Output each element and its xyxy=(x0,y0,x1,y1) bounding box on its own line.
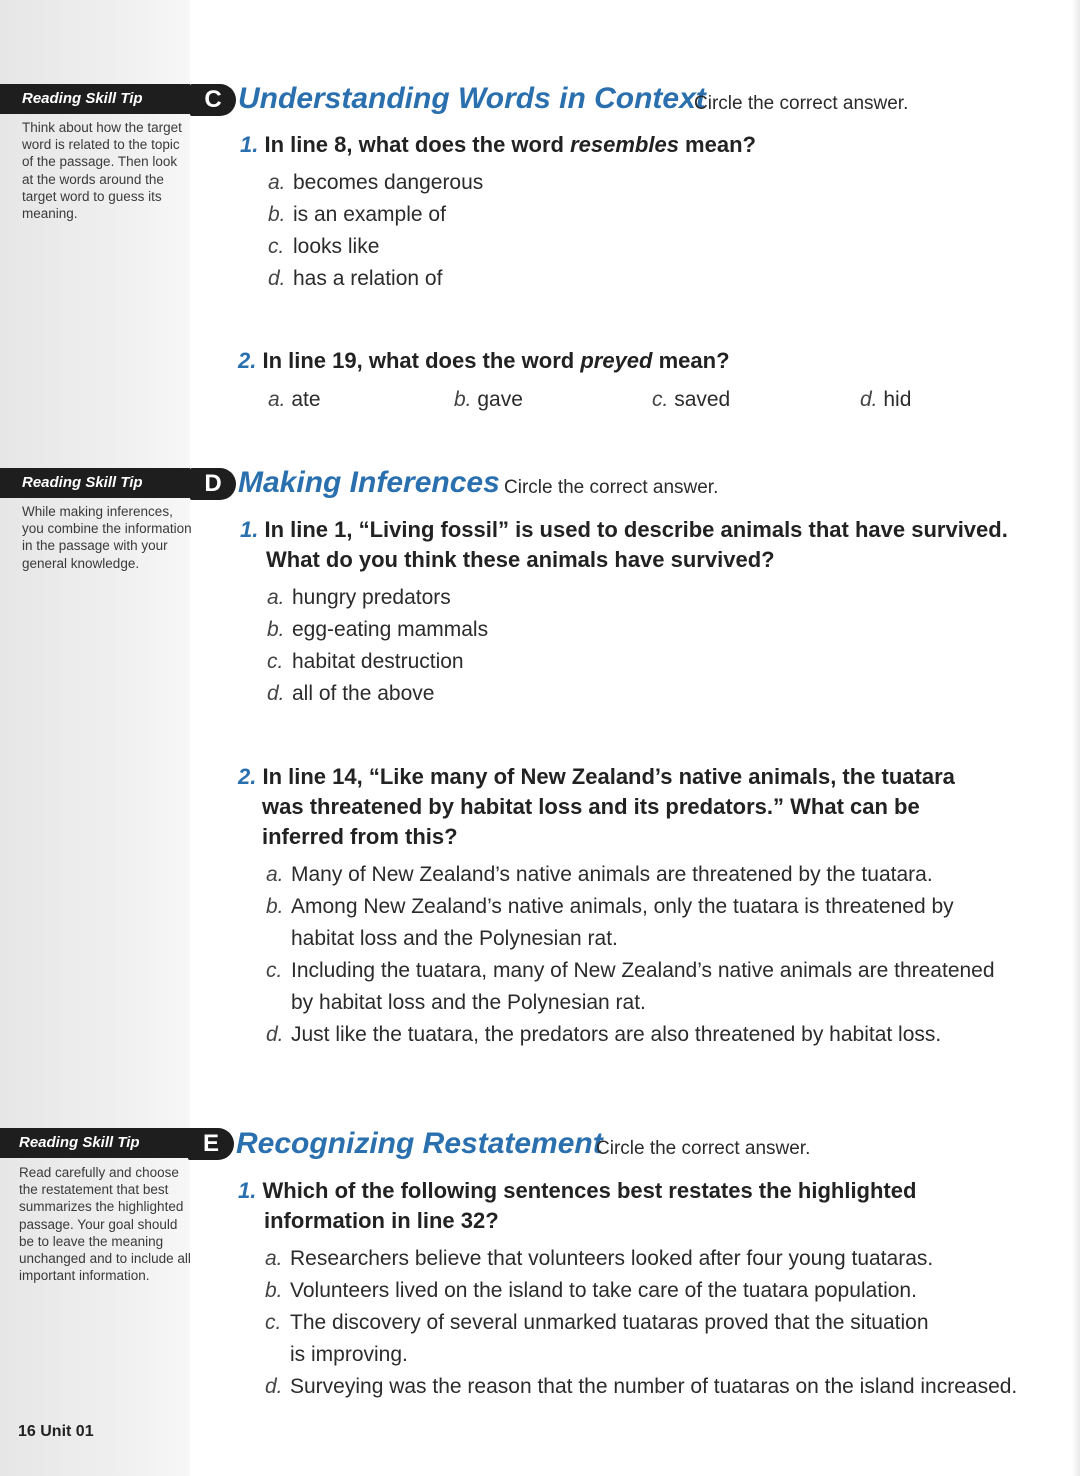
page-edge xyxy=(1072,0,1080,1476)
question-text: In line 19, what does the word xyxy=(262,348,581,373)
target-word: resembles xyxy=(570,132,679,157)
option-letter: d. xyxy=(267,682,285,705)
option-b[interactable] xyxy=(266,891,995,955)
section-letter-badge: C xyxy=(190,84,236,116)
option-b[interactable] xyxy=(265,1275,1017,1307)
page-footer xyxy=(18,1423,94,1441)
question-line: was threatened by habitat loss and its predators.” What can be xyxy=(262,794,920,819)
question-line xyxy=(240,515,1008,545)
option-letter: b. xyxy=(266,895,284,918)
option-c[interactable] xyxy=(268,231,483,263)
option-c[interactable] xyxy=(267,646,488,678)
tip-heading: Reading Skill Tip xyxy=(0,468,190,498)
question-c2 xyxy=(238,346,730,376)
question-text: Which of the following sentences best restates the highlighted xyxy=(262,1178,917,1203)
option-a[interactable] xyxy=(266,859,995,891)
section-title: Understanding Words in Context xyxy=(238,82,706,115)
section-instruction: Circle the correct answer. xyxy=(694,93,909,114)
option-d[interactable] xyxy=(860,384,911,416)
option-text: Just like the tuatara, the predators are also threatened by habitat loss. xyxy=(291,1023,942,1046)
option-letter: a. xyxy=(267,586,285,609)
option-text: by habitat loss and the Polynesian rat. xyxy=(291,991,646,1014)
section-letter-badge: E xyxy=(188,1128,234,1160)
option-a[interactable] xyxy=(268,167,483,199)
tip-body: Read carefully and choose the restatement that best summarizes the highlighted passage. Your goal should be to leave the meaning unchanged and to include all important information. xyxy=(19,1165,191,1284)
option-a[interactable] xyxy=(268,384,321,416)
options-e1 xyxy=(265,1243,1017,1403)
option-text: all of the above xyxy=(292,682,435,705)
option-letter: b. xyxy=(268,203,286,226)
option-text: becomes dangerous xyxy=(293,171,484,194)
option-b[interactable] xyxy=(267,614,488,646)
option-text: Among New Zealand’s native animals, only the tuatara is threatened by xyxy=(291,895,954,918)
option-letter: a. xyxy=(268,171,286,194)
question-number: 1. xyxy=(238,1178,257,1203)
question-d1 xyxy=(240,515,1008,575)
question-line: information in line 32? xyxy=(264,1208,499,1233)
options-d2 xyxy=(266,859,995,1051)
option-a[interactable] xyxy=(267,582,488,614)
option-letter: d. xyxy=(265,1375,283,1398)
question-text-end: mean? xyxy=(678,132,756,157)
section-title: Making Inferences xyxy=(238,466,500,499)
section-instruction: Circle the correct answer. xyxy=(596,1138,811,1159)
option-letter: c. xyxy=(265,1311,282,1334)
option-text: hungry predators xyxy=(292,586,451,609)
section-title: Recognizing Restatement xyxy=(236,1127,603,1160)
option-b[interactable] xyxy=(268,199,483,231)
option-letter: b. xyxy=(454,388,472,411)
option-c[interactable] xyxy=(265,1307,1017,1371)
option-letter: b. xyxy=(267,618,285,641)
option-text: Surveying was the reason that the number of tuataras on the island increased. xyxy=(290,1375,1018,1398)
question-line: inferred from this? xyxy=(262,824,458,849)
options-c2 xyxy=(268,384,928,416)
option-text: looks like xyxy=(293,235,380,258)
option-text: saved xyxy=(674,388,731,411)
option-d[interactable] xyxy=(267,678,488,710)
option-text: Volunteers lived on the island to take care of the tuatara population. xyxy=(290,1279,917,1302)
option-text: Researchers believe that volunteers looked after four young tuataras. xyxy=(290,1247,934,1270)
options-d1 xyxy=(267,582,488,710)
section-letter-badge: D xyxy=(190,468,236,500)
question-number: 1. xyxy=(240,132,259,157)
option-letter: c. xyxy=(267,650,284,673)
option-letter: c. xyxy=(652,388,669,411)
question-line xyxy=(238,1176,916,1206)
question-text: In line 1, “Living fossil” is used to describe animals that have survived. xyxy=(264,517,1008,542)
option-text: Including the tuatara, many of New Zealand’s native animals are threatened xyxy=(291,959,995,982)
option-text: gave xyxy=(477,388,523,411)
option-text: habitat loss and the Polynesian rat. xyxy=(291,927,618,950)
options-c1 xyxy=(268,167,483,295)
option-letter: a. xyxy=(266,863,284,886)
option-letter: a. xyxy=(265,1247,283,1270)
option-letter: c. xyxy=(268,235,285,258)
section-instruction: Circle the correct answer. xyxy=(504,477,719,498)
option-d[interactable] xyxy=(268,263,483,295)
question-number: 1. xyxy=(240,517,259,542)
question-c1 xyxy=(240,130,756,160)
option-text: ate xyxy=(291,388,321,411)
tip-heading: Reading Skill Tip xyxy=(0,1128,190,1158)
option-text: Many of New Zealand’s native animals are threatened by the tuatara. xyxy=(291,863,933,886)
question-number: 2. xyxy=(238,764,257,789)
option-text: habitat destruction xyxy=(292,650,464,673)
option-text: The discovery of several unmarked tuataras proved that the situation xyxy=(290,1311,929,1334)
option-d[interactable] xyxy=(265,1371,1017,1403)
option-d[interactable] xyxy=(266,1019,995,1051)
option-a[interactable] xyxy=(265,1243,1017,1275)
question-d2 xyxy=(238,762,955,852)
question-line: What do you think these animals have survived? xyxy=(266,547,775,572)
option-letter: b. xyxy=(265,1279,283,1302)
unit-label: Unit 01 xyxy=(40,1423,94,1440)
tip-heading: Reading Skill Tip xyxy=(0,84,190,114)
question-number: 2. xyxy=(238,348,257,373)
tip-body: While making inferences, you combine the information in the passage with your general knowledge. xyxy=(22,504,192,571)
option-c[interactable] xyxy=(652,384,730,416)
option-letter: a. xyxy=(268,388,286,411)
option-letter: d. xyxy=(266,1023,284,1046)
question-text-end: mean? xyxy=(652,348,730,373)
option-b[interactable] xyxy=(454,384,523,416)
option-c[interactable] xyxy=(266,955,995,1019)
question-text: In line 8, what does the word xyxy=(264,132,571,157)
option-text: hid xyxy=(883,388,912,411)
option-letter: d. xyxy=(268,267,286,290)
tip-body: Think about how the target word is related to the topic of the passage. Then look at the words around the target word to guess its meaning. xyxy=(22,120,182,222)
page-number: 16 xyxy=(18,1423,36,1440)
question-line xyxy=(238,762,955,792)
option-text: has a relation of xyxy=(293,267,443,290)
option-text: is improving. xyxy=(290,1343,408,1366)
option-text: is an example of xyxy=(293,203,446,226)
question-text: In line 14, “Like many of New Zealand’s native animals, the tuatara xyxy=(262,764,955,789)
question-e1 xyxy=(238,1176,916,1236)
option-letter: c. xyxy=(266,959,283,982)
option-text: egg-eating mammals xyxy=(292,618,489,641)
target-word: preyed xyxy=(580,348,653,373)
option-letter: d. xyxy=(860,388,878,411)
